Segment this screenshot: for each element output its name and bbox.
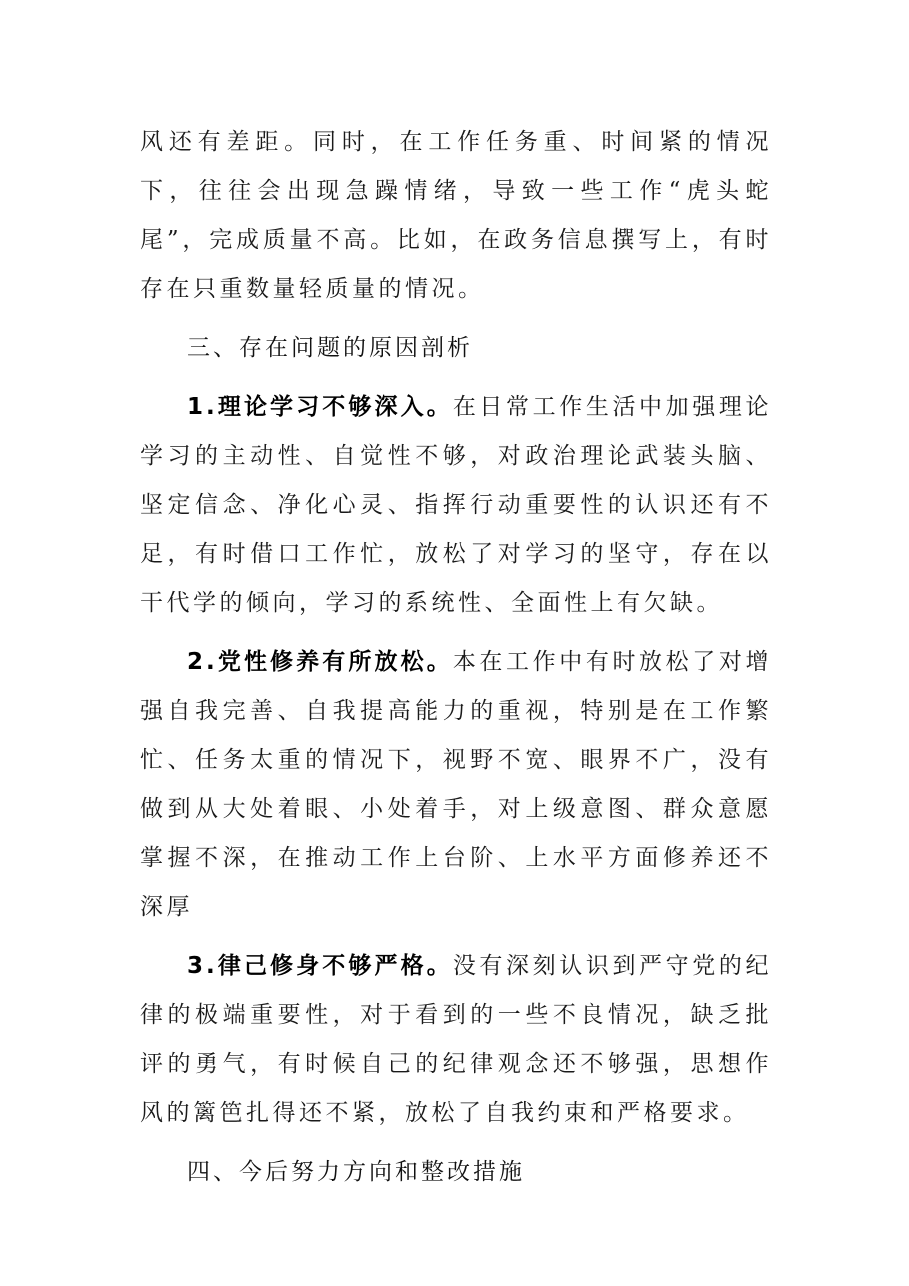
paragraph-lead: 1.理论学习不够深入。 — [187, 394, 453, 420]
paragraph-text: 本在工作中有时放松了对增强自我完善、自我提高能力的重视，特别是在工作繁忙、任务太重的情况下，视野不宽、眼界不广，没有做到从大处着眼、小处着手，对上级意图、群众意愿掌握不深，在推动工作上台阶、上水平方面修养还不深厚 — [140, 649, 772, 920]
paragraph-self-discipline — [140, 942, 772, 1138]
paragraph-lead: 3.律己修身不够严格。 — [187, 953, 453, 979]
section-heading-3 — [140, 324, 772, 373]
paragraph-text: 在日常工作生活中加强理论学习的主动性、自觉性不够，对政治理论武装头脑、坚定信念、净化心灵、指挥行动重要性的认识还有不足，有时借口工作忙，放松了对学习的坚守，存在以干代学的倾向，学习的系统性、全面性上有欠缺。 — [140, 394, 772, 616]
paragraph-theory-study — [140, 383, 772, 628]
section-heading-4 — [140, 1148, 772, 1197]
paragraph-text: 风还有差距。同时，在工作任务重、时间紧的情况下，往往会出现急躁情绪，导致一些工作“虎头蛇尾”，完成质量不高。比如，在政务信息撰写上，有时存在只重数量轻质量的情况。 — [140, 129, 772, 302]
heading-text: 四、今后努力方向和整改措施 — [187, 1159, 525, 1185]
paragraph-continuation — [140, 118, 772, 314]
paragraph-lead: 2.党性修养有所放松。 — [187, 649, 453, 675]
document-page — [140, 118, 772, 1197]
heading-text: 三、存在问题的原因剖析 — [187, 335, 473, 361]
paragraph-party-spirit — [140, 638, 772, 932]
paragraph-text: 没有深刻认识到严守党的纪律的极端重要性，对于看到的一些不良情况，缺乏批评的勇气，有时候自己的纪律观念还不够强，思想作风的篱笆扎得还不紧，放松了自我约束和严格要求。 — [140, 953, 772, 1126]
